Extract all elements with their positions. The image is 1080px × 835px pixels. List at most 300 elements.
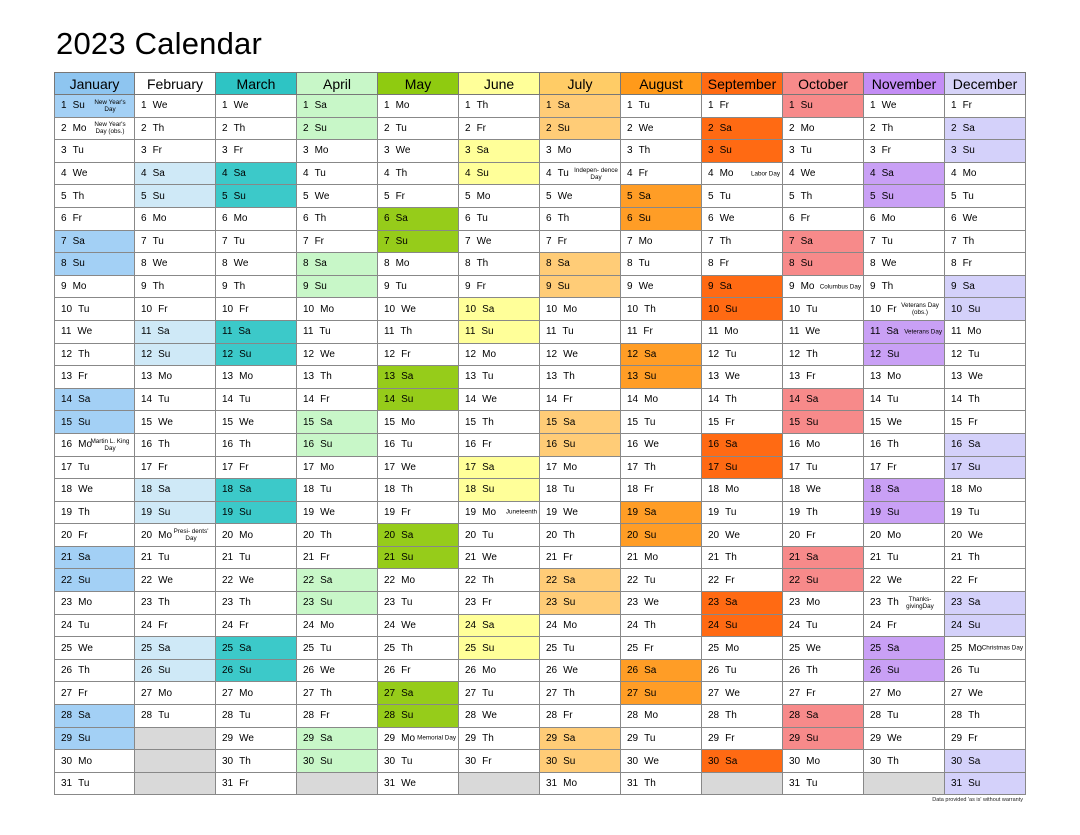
day-number: 24 (465, 619, 477, 631)
day-cell (135, 253, 216, 276)
weekday-label: Su (644, 687, 657, 699)
day-number: 31 (789, 778, 801, 790)
weekday-label: Mo (557, 145, 572, 157)
day-number: 9 (303, 281, 309, 293)
day-number: 6 (627, 213, 633, 225)
day-cell (945, 118, 1026, 141)
day-number: 20 (870, 529, 882, 541)
weekday-label: Sa (962, 281, 975, 293)
weekday-label: Tu (395, 281, 407, 293)
day-cell (378, 637, 459, 660)
day-cell (864, 163, 945, 186)
day-number: 3 (465, 145, 471, 157)
day-number: 29 (789, 732, 801, 744)
month-header-september: September (702, 72, 783, 95)
day-number: 10 (141, 303, 153, 315)
day-cell (864, 185, 945, 208)
weekday-label: We (638, 122, 654, 134)
day-cell (216, 457, 297, 480)
day-number: 26 (222, 665, 234, 677)
day-number: 27 (465, 687, 477, 699)
weekday-label: Mo (724, 326, 739, 338)
day-number: 30 (384, 755, 396, 767)
day-number: 18 (61, 484, 73, 496)
weekday-label: Su (401, 710, 414, 722)
weekday-label: Fr (476, 122, 487, 134)
day-cell (54, 682, 135, 705)
day-cell (297, 547, 378, 570)
day-number: 31 (61, 778, 73, 790)
weekday-label: Su (887, 665, 900, 677)
day-number: 8 (708, 258, 714, 270)
day-cell (297, 569, 378, 592)
day-cell (864, 411, 945, 434)
day-number: 24 (546, 619, 558, 631)
weekday-label: We (725, 529, 740, 541)
day-number: 5 (222, 190, 228, 202)
day-cell (378, 253, 459, 276)
day-number: 22 (789, 574, 801, 586)
day-number: 23 (546, 597, 558, 609)
day-cell (297, 750, 378, 773)
weekday-label: We (563, 348, 578, 360)
weekday-label: Tu (562, 326, 574, 338)
day-number: 17 (61, 461, 73, 473)
day-number: 10 (627, 303, 639, 315)
weekday-label: Mo (563, 619, 578, 631)
day-number: 28 (951, 710, 963, 722)
day-number: 24 (222, 619, 234, 631)
day-number: 11 (141, 326, 152, 338)
day-cell (216, 750, 297, 773)
day-cell (297, 366, 378, 389)
day-number: 5 (789, 190, 795, 202)
day-number: 14 (789, 394, 801, 406)
day-cell (864, 366, 945, 389)
weekday-label: Su (725, 303, 738, 315)
day-cell (378, 118, 459, 141)
day-cell (135, 95, 216, 118)
month-column-april (297, 95, 378, 795)
day-number: 29 (627, 732, 639, 744)
day-cell (135, 524, 216, 547)
day-cell (621, 547, 702, 570)
day-number: 13 (465, 371, 477, 383)
day-number: 14 (465, 394, 477, 406)
weekday-label: We (239, 416, 254, 428)
day-cell (540, 411, 621, 434)
day-cell (135, 682, 216, 705)
day-number: 16 (303, 439, 315, 451)
day-number: 14 (141, 394, 153, 406)
day-number: 8 (222, 258, 228, 270)
day-number: 21 (141, 552, 153, 564)
weekday-label: Fr (887, 461, 897, 473)
day-number: 11 (708, 326, 719, 338)
day-number: 22 (61, 574, 73, 586)
weekday-label: Mo (968, 484, 983, 496)
month-column-may (378, 95, 459, 795)
weekday-label: Sa (638, 190, 651, 202)
day-cell (783, 705, 864, 728)
day-cell (297, 660, 378, 683)
weekday-label: Sa (644, 506, 657, 518)
day-cell (459, 321, 540, 344)
day-number: 8 (61, 258, 67, 270)
day-number: 4 (222, 168, 228, 180)
day-number: 2 (465, 122, 471, 134)
weekday-label: Fr (482, 439, 492, 451)
day-cell (783, 344, 864, 367)
day-cell (216, 524, 297, 547)
weekday-label: Tu (482, 687, 494, 699)
holiday-label: New Year's Day (obs.) (94, 121, 126, 136)
weekday-label: Sa (887, 484, 900, 496)
day-number: 19 (141, 506, 153, 518)
weekday-label: Fr (320, 710, 330, 722)
day-cell (459, 682, 540, 705)
day-cell (864, 457, 945, 480)
day-cell (621, 231, 702, 254)
day-cell (864, 389, 945, 412)
page-title: 2023 Calendar (56, 26, 262, 61)
day-cell (702, 118, 783, 141)
day-number: 23 (222, 597, 234, 609)
weekday-label: Su (968, 619, 981, 631)
day-number: 14 (222, 394, 234, 406)
day-number: 11 (627, 326, 638, 338)
day-number: 12 (61, 348, 73, 360)
calendar-grid (54, 72, 1026, 795)
weekday-label: Mo (563, 778, 578, 790)
day-number: 19 (222, 506, 234, 518)
weekday-label: Tu (725, 348, 737, 360)
day-number: 23 (141, 597, 153, 609)
day-cell (783, 524, 864, 547)
day-number: 2 (789, 122, 795, 134)
weekday-label: Tu (401, 755, 413, 767)
day-cell (378, 773, 459, 796)
day-cell (702, 457, 783, 480)
weekday-label: Tu (644, 574, 656, 586)
day-cell (864, 637, 945, 660)
weekday-label: Tu (233, 235, 245, 247)
day-cell (540, 660, 621, 683)
day-cell (702, 592, 783, 615)
day-cell (540, 750, 621, 773)
day-number: 14 (627, 394, 639, 406)
day-cell (297, 728, 378, 751)
day-cell (540, 185, 621, 208)
day-number: 20 (708, 529, 720, 541)
day-number: 22 (708, 574, 720, 586)
day-cell (540, 569, 621, 592)
day-cell (702, 253, 783, 276)
day-cell (540, 524, 621, 547)
day-number: 24 (708, 619, 720, 631)
day-cell (297, 163, 378, 186)
day-cell (945, 231, 1026, 254)
day-cell (702, 660, 783, 683)
day-cell (297, 95, 378, 118)
day-cell (864, 728, 945, 751)
day-cell (945, 185, 1026, 208)
day-cell (54, 321, 135, 344)
weekday-label: We (239, 732, 254, 744)
day-cell (459, 705, 540, 728)
day-number: 11 (789, 326, 800, 338)
day-cell (135, 321, 216, 344)
day-cell (216, 95, 297, 118)
day-number: 17 (546, 461, 558, 473)
day-cell (378, 276, 459, 299)
day-cell (945, 457, 1026, 480)
day-cell (621, 728, 702, 751)
weekday-label: Th (725, 552, 737, 564)
day-number: 1 (789, 100, 795, 112)
day-cell (783, 637, 864, 660)
day-cell (297, 411, 378, 434)
weekday-label: Mo (401, 732, 416, 744)
weekday-label: Tu (719, 190, 731, 202)
day-cell (540, 253, 621, 276)
day-number: 19 (789, 506, 801, 518)
weekday-label: Mo (314, 145, 329, 157)
day-number: 11 (465, 326, 476, 338)
weekday-label: We (320, 665, 335, 677)
weekday-label: We (881, 258, 897, 270)
weekday-label: Su (887, 348, 900, 360)
day-number: 2 (384, 122, 390, 134)
day-cell (216, 411, 297, 434)
weekday-label: Sa (563, 732, 576, 744)
weekday-label: Tu (72, 145, 84, 157)
day-cell (702, 140, 783, 163)
day-number: 20 (951, 529, 963, 541)
weekday-label: Th (962, 235, 975, 247)
day-number: 18 (870, 484, 882, 496)
weekday-label: Fr (962, 258, 973, 270)
day-cell (54, 185, 135, 208)
weekday-label: Sa (320, 416, 333, 428)
weekday-label: Su (644, 529, 657, 541)
day-cell (621, 524, 702, 547)
weekday-label: Fr (158, 619, 168, 631)
weekday-label: We (233, 100, 249, 112)
day-cell (378, 569, 459, 592)
weekday-label: Mo (152, 213, 167, 225)
day-cell (459, 750, 540, 773)
day-number: 12 (870, 348, 882, 360)
weekday-label: Sa (806, 394, 819, 406)
day-number: 27 (222, 687, 234, 699)
day-number: 23 (870, 597, 882, 609)
day-cell (621, 253, 702, 276)
weekday-label: Th (806, 506, 818, 518)
day-cell (540, 434, 621, 457)
day-number: 24 (951, 619, 963, 631)
day-number: 27 (61, 687, 73, 699)
day-cell (945, 321, 1026, 344)
weekday-label: Su (725, 619, 738, 631)
day-number: 26 (384, 665, 396, 677)
weekday-label: We (320, 506, 335, 518)
day-cell (216, 231, 297, 254)
day-number: 11 (222, 326, 233, 338)
weekday-label: Th (725, 710, 737, 722)
weekday-label: Sa (152, 168, 165, 180)
day-cell (54, 95, 135, 118)
day-cell (216, 298, 297, 321)
day-number: 30 (303, 755, 315, 767)
day-cell (702, 366, 783, 389)
weekday-label: Tu (239, 552, 251, 564)
day-number: 7 (222, 235, 228, 247)
day-number: 23 (61, 597, 73, 609)
day-cell (621, 411, 702, 434)
weekday-label: We (401, 461, 416, 473)
weekday-label: We (644, 597, 659, 609)
day-number: 23 (627, 597, 639, 609)
day-cell (621, 682, 702, 705)
weekday-label: Su (314, 281, 327, 293)
weekday-label: Fr (158, 461, 168, 473)
day-cell (702, 524, 783, 547)
weekday-label: Su (239, 665, 252, 677)
weekday-label: Sa (482, 303, 495, 315)
weekday-label: Tu (962, 190, 974, 202)
weekday-label: Tu (887, 710, 899, 722)
day-number: 13 (141, 371, 153, 383)
day-cell (864, 479, 945, 502)
day-cell (945, 434, 1026, 457)
weekday-label: Tu (968, 348, 980, 360)
day-number: 26 (951, 665, 963, 677)
day-cell (54, 231, 135, 254)
day-cell (783, 140, 864, 163)
day-cell (459, 163, 540, 186)
day-cell (459, 457, 540, 480)
day-number: 24 (384, 619, 396, 631)
weekday-label: Th (320, 687, 332, 699)
day-cell (945, 502, 1026, 525)
day-cell (621, 140, 702, 163)
day-cell (378, 434, 459, 457)
day-number: 3 (546, 145, 552, 157)
day-cell (216, 615, 297, 638)
day-cell (459, 185, 540, 208)
weekday-label: We (78, 642, 93, 654)
day-cell (945, 660, 1026, 683)
day-cell (216, 728, 297, 751)
weekday-label: We (563, 665, 578, 677)
day-number: 11 (61, 326, 72, 338)
month-column-june (459, 95, 540, 795)
month-column-november (864, 95, 945, 795)
day-number: 26 (627, 665, 639, 677)
day-cell (621, 502, 702, 525)
day-number: 31 (951, 778, 963, 790)
day-number: 3 (870, 145, 876, 157)
day-number: 1 (870, 100, 876, 112)
day-cell (216, 208, 297, 231)
day-cell (702, 411, 783, 434)
day-number: 15 (708, 416, 720, 428)
weekday-label: Tu (881, 235, 893, 247)
weekday-label: Mo (482, 665, 497, 677)
day-number: 4 (546, 168, 552, 180)
day-cell (945, 411, 1026, 434)
day-cell (783, 682, 864, 705)
day-number: 2 (141, 122, 147, 134)
day-cell (540, 592, 621, 615)
weekday-label: Th (233, 281, 246, 293)
empty-day-cell (135, 728, 216, 751)
weekday-label: Su (158, 506, 171, 518)
weekday-label: Th (78, 506, 90, 518)
weekday-label: Fr (320, 552, 330, 564)
day-number: 24 (870, 619, 882, 631)
day-cell (783, 321, 864, 344)
weekday-label: Sa (968, 597, 981, 609)
day-number: 10 (708, 303, 720, 315)
weekday-label: Sa (719, 122, 732, 134)
weekday-label: Mo (806, 597, 821, 609)
day-number: 11 (870, 326, 881, 338)
day-number: 10 (951, 303, 963, 315)
weekday-label: Su (476, 168, 489, 180)
day-number: 9 (546, 281, 552, 293)
day-number: 7 (546, 235, 552, 247)
weekday-label: Fr (881, 145, 892, 157)
month-column-october (783, 95, 864, 795)
weekday-label: Mo (719, 168, 734, 180)
weekday-label: Su (78, 732, 91, 744)
weekday-label: Fr (78, 687, 88, 699)
day-number: 9 (627, 281, 633, 293)
weekday-label: Th (881, 281, 894, 293)
day-cell (621, 95, 702, 118)
day-number: 26 (708, 665, 720, 677)
day-cell (621, 321, 702, 344)
day-number: 22 (303, 574, 315, 586)
day-cell (540, 276, 621, 299)
day-cell (216, 547, 297, 570)
day-cell (783, 253, 864, 276)
weekday-label: Su (800, 258, 813, 270)
weekday-label: Sa (482, 619, 495, 631)
day-cell (135, 479, 216, 502)
day-number: 16 (141, 439, 153, 451)
day-number: 8 (789, 258, 795, 270)
weekday-label: We (644, 439, 659, 451)
weekday-label: Fr (239, 619, 249, 631)
day-cell (783, 615, 864, 638)
month-header-march: March (216, 72, 297, 95)
weekday-label: Mo (806, 755, 821, 767)
day-cell (459, 95, 540, 118)
day-cell (621, 298, 702, 321)
day-cell (216, 434, 297, 457)
weekday-label: We (557, 190, 573, 202)
weekday-label: Th (557, 213, 570, 225)
weekday-label: We (725, 687, 740, 699)
day-cell (864, 750, 945, 773)
day-cell (702, 502, 783, 525)
day-cell (54, 276, 135, 299)
day-cell (540, 773, 621, 796)
weekday-label: Th (800, 190, 813, 202)
